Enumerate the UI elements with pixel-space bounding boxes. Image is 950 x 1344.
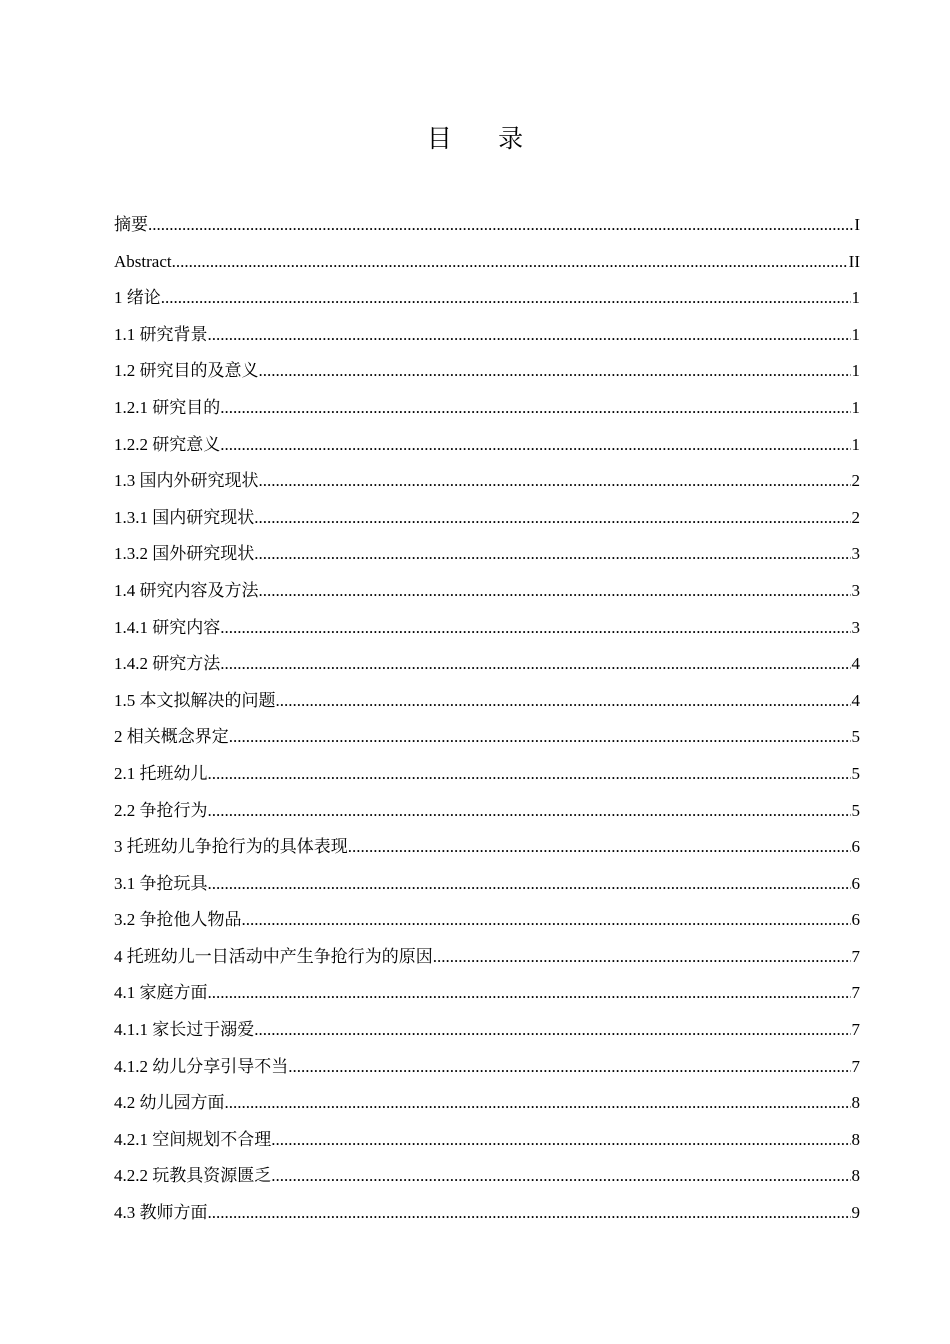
- toc-leader-dots: [208, 1195, 851, 1232]
- toc-leader-dots: [220, 646, 850, 683]
- toc-entry-page: 6: [851, 910, 860, 930]
- toc-entry-label: 1.2.2 研究意义: [114, 434, 221, 454]
- toc-entry[interactable]: [114, 610, 860, 647]
- toc-leader-dots: [242, 902, 851, 939]
- toc-entry-label: 1.5 本文拟解决的问题: [114, 690, 276, 710]
- toc-leader-dots: [259, 463, 851, 500]
- toc-entry[interactable]: [114, 1158, 860, 1195]
- toc-entry[interactable]: [114, 317, 860, 354]
- toc-entry[interactable]: [114, 829, 860, 866]
- toc-leader-dots: [148, 207, 853, 244]
- toc-leader-dots: [271, 1158, 850, 1195]
- toc-entry[interactable]: [114, 207, 860, 244]
- toc-entry-label: 4.3 教师方面: [114, 1203, 208, 1223]
- toc-entry-page: 7: [851, 946, 860, 966]
- toc-entry[interactable]: [114, 1049, 860, 1086]
- toc-entry-label: 3.2 争抢他人物品: [114, 910, 242, 930]
- toc-entry-label: 2 相关概念界定: [114, 727, 229, 747]
- toc-entry[interactable]: [114, 463, 860, 500]
- toc-leader-dots: [172, 244, 848, 281]
- toc-entry-page: I: [854, 215, 860, 234]
- toc-entry[interactable]: [114, 719, 860, 756]
- toc-entry[interactable]: [114, 573, 860, 610]
- toc-entry-label: 4.2 幼儿园方面: [114, 1093, 225, 1113]
- toc-leader-dots: [161, 280, 851, 317]
- toc-entry[interactable]: [114, 1012, 860, 1049]
- toc-leader-dots: [208, 975, 851, 1012]
- toc-entry-label: 摘要: [114, 215, 148, 234]
- toc-title: 目 录: [426, 126, 544, 153]
- toc-entry-page: 2: [851, 471, 860, 491]
- toc-entry-label: 2.1 托班幼儿: [114, 763, 208, 783]
- toc-entry-label: 2.2 争抢行为: [114, 800, 208, 820]
- toc-entry-page: 9: [851, 1203, 860, 1223]
- toc-entry-label: 3.1 争抢玩具: [114, 873, 208, 893]
- toc-leader-dots: [254, 500, 850, 537]
- toc-leader-dots: [288, 1049, 850, 1086]
- toc-entry[interactable]: [114, 756, 860, 793]
- toc-entry-page: 8: [851, 1129, 860, 1149]
- toc-entry-page: 1: [851, 434, 860, 454]
- toc-entry-page: 1: [851, 324, 860, 344]
- toc-entry-page: II: [848, 251, 860, 271]
- toc-entry-page: 1: [851, 397, 860, 417]
- toc-entry-label: 1.3.2 国外研究现状: [114, 544, 255, 564]
- toc-leader-dots: [254, 1012, 850, 1049]
- toc-entry-label: 1.3 国内外研究现状: [114, 471, 259, 491]
- toc-leader-dots: [208, 793, 851, 830]
- toc-leader-dots: [208, 866, 851, 903]
- toc-entry[interactable]: [114, 683, 860, 720]
- toc-leader-dots: [220, 427, 850, 464]
- toc-entry-page: 5: [851, 800, 860, 820]
- toc-entry[interactable]: [114, 500, 860, 537]
- toc-leader-dots: [348, 829, 851, 866]
- toc-entry[interactable]: [114, 793, 860, 830]
- toc-entry-page: 7: [851, 1056, 860, 1076]
- toc-leader-dots: [229, 719, 851, 756]
- toc-entry-page: 6: [851, 873, 860, 893]
- toc-entry-page: 7: [851, 983, 860, 1003]
- toc-entry-page: 3: [851, 544, 860, 564]
- toc-leader-dots: [254, 536, 850, 573]
- toc-entry-label: 4.2.2 玩教具资源匮乏: [114, 1166, 272, 1186]
- toc-entry-label: 4.1 家庭方面: [114, 983, 208, 1003]
- toc-leader-dots: [259, 573, 851, 610]
- toc-entry-label: 4.1.2 幼儿分享引导不当: [114, 1056, 289, 1076]
- toc-entry[interactable]: [114, 1122, 860, 1159]
- toc-entry-label: 3 托班幼儿争抢行为的具体表现: [114, 837, 348, 857]
- toc-leader-dots: [220, 390, 850, 427]
- toc-entry-label: 4 托班幼儿一日活动中产生争抢行为的原因: [114, 946, 433, 966]
- toc-entry-label: Abstract: [114, 251, 172, 271]
- toc-leader-dots: [208, 756, 851, 793]
- toc-leader-dots: [259, 353, 851, 390]
- toc-leader-dots: [433, 939, 851, 976]
- toc-entry-page: 7: [851, 1020, 860, 1040]
- toc-entry-page: 8: [851, 1093, 860, 1113]
- toc-entry[interactable]: [114, 902, 860, 939]
- toc-entry-page: 8: [851, 1166, 860, 1186]
- toc-leader-dots: [276, 683, 851, 720]
- toc-entry[interactable]: [114, 866, 860, 903]
- toc-entry-label: 1.4.2 研究方法: [114, 654, 221, 674]
- toc-entry-label: 4.1.1 家长过于溺爱: [114, 1020, 255, 1040]
- toc-entry[interactable]: [114, 536, 860, 573]
- toc-entry-page: 3: [851, 580, 860, 600]
- toc-leader-dots: [220, 610, 850, 647]
- toc-entry[interactable]: [114, 939, 860, 976]
- toc-list: [114, 207, 860, 1232]
- toc-entry[interactable]: [114, 646, 860, 683]
- toc-entry-page: 4: [851, 690, 860, 710]
- toc-entry[interactable]: [114, 244, 860, 281]
- toc-entry-page: 4: [851, 654, 860, 674]
- toc-entry-page: 1: [851, 361, 860, 381]
- toc-entry-label: 1.3.1 国内研究现状: [114, 507, 255, 527]
- toc-entry-page: 6: [851, 837, 860, 857]
- toc-entry-page: 1: [851, 288, 860, 308]
- toc-entry[interactable]: [114, 427, 860, 464]
- toc-entry[interactable]: [114, 975, 860, 1012]
- toc-leader-dots: [208, 317, 851, 354]
- toc-entry-page: 5: [851, 727, 860, 747]
- toc-entry-page: 5: [851, 763, 860, 783]
- toc-entry-label: 1.2.1 研究目的: [114, 397, 221, 417]
- toc-entry[interactable]: [114, 390, 860, 427]
- toc-entry-label: 1.4 研究内容及方法: [114, 580, 259, 600]
- toc-entry-page: 3: [851, 617, 860, 637]
- toc-entry-label: 1.4.1 研究内容: [114, 617, 221, 637]
- toc-entry-page: 2: [851, 507, 860, 527]
- toc-entry[interactable]: [114, 353, 860, 390]
- toc-entry[interactable]: [114, 1195, 860, 1232]
- toc-entry-label: 1.1 研究背景: [114, 324, 208, 344]
- toc-leader-dots: [271, 1122, 850, 1159]
- toc-entry-label: 1.2 研究目的及意义: [114, 361, 259, 381]
- toc-entry[interactable]: [114, 280, 860, 317]
- toc-entry[interactable]: [114, 1085, 860, 1122]
- toc-entry-label: 4.2.1 空间规划不合理: [114, 1129, 272, 1149]
- toc-leader-dots: [225, 1085, 851, 1122]
- toc-entry-label: 1 绪论: [114, 288, 161, 308]
